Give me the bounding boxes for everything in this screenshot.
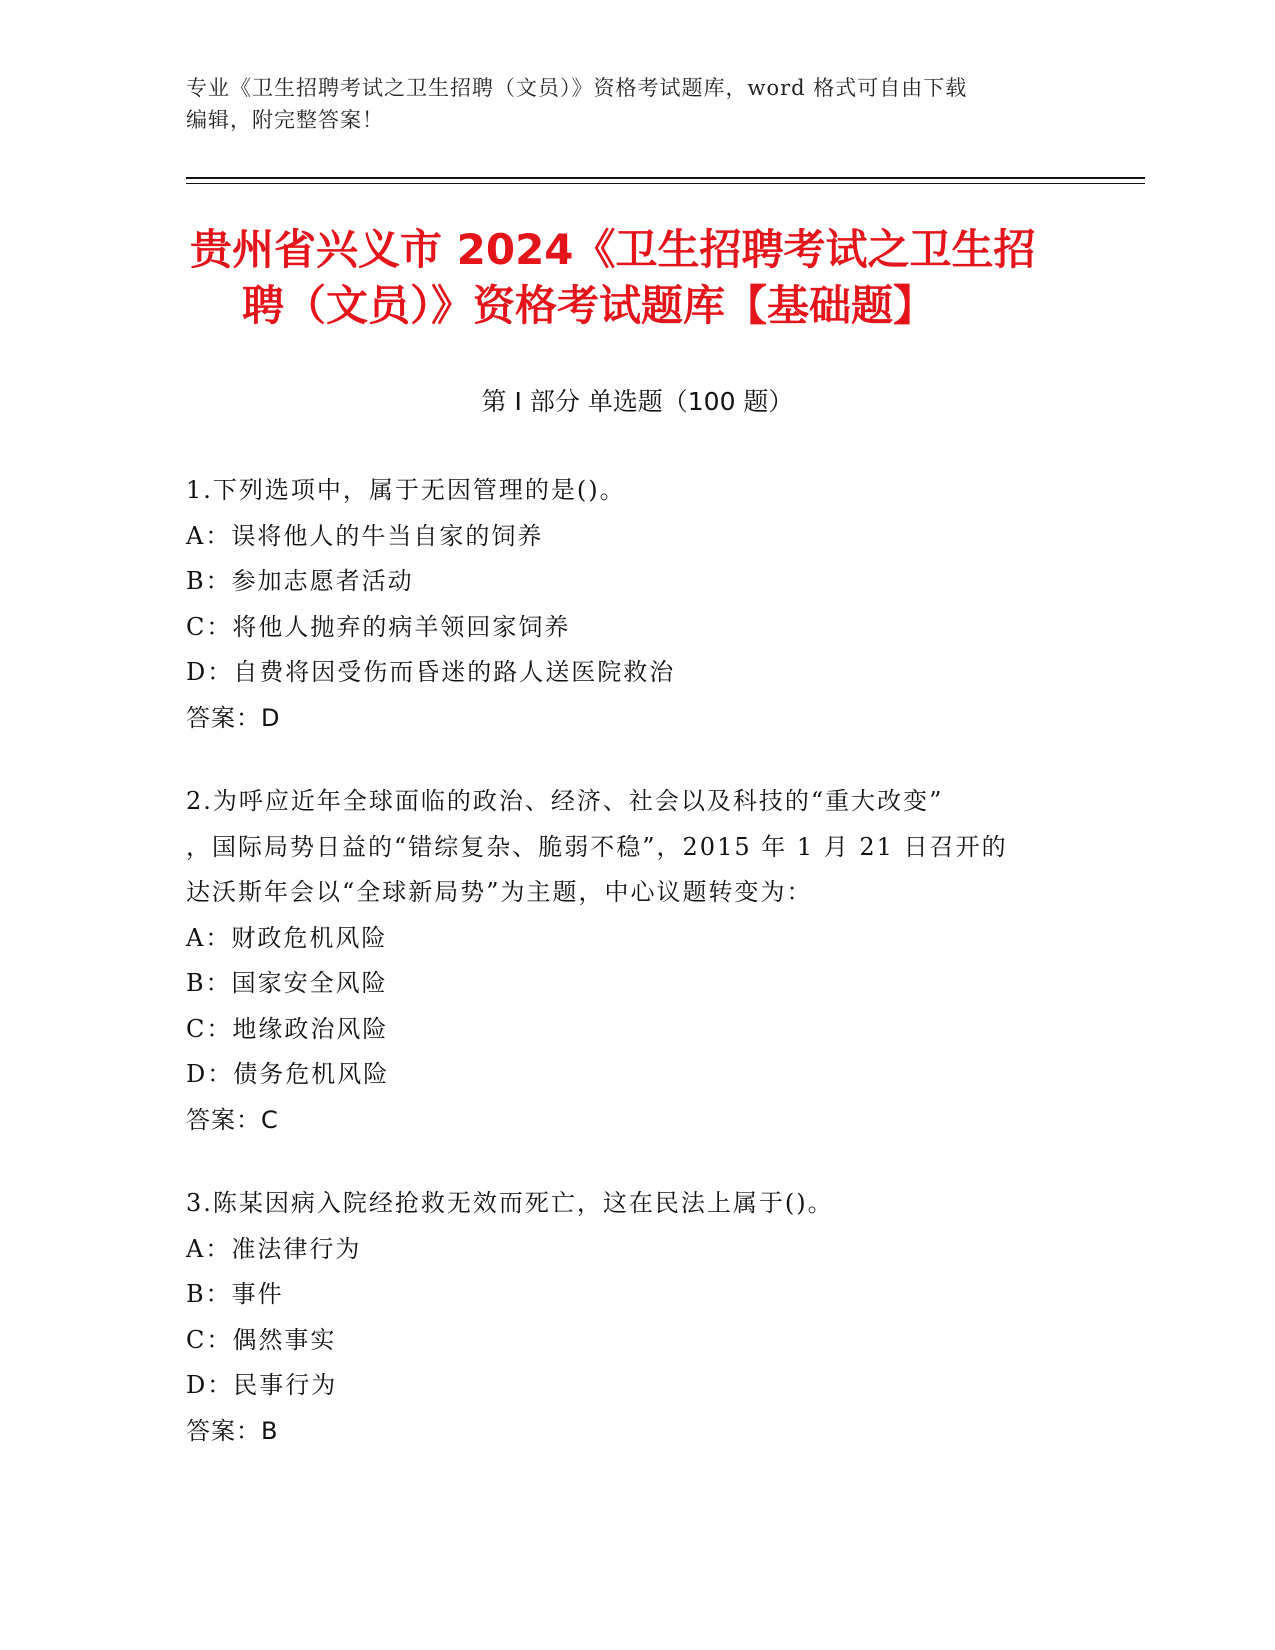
document-title-line-2: 聘（文员）》资格考试题库【基础题】 [242,281,936,330]
question-stem: 1.下列选项中，属于无因管理的是()。 [186,476,626,504]
option-b: B：参加志愿者活动 [186,567,414,595]
option-d: D：债务危机风险 [186,1060,390,1088]
option-a: A：误将他人的牛当自家的饲养 [186,521,544,550]
header-divider-thin [186,183,1145,184]
section-title: 第 I 部分 单选题（100 题） [481,387,794,416]
option-b: B：事件 [186,1280,284,1308]
option-a: A：准法律行为 [186,1234,362,1263]
option-b: B：国家安全风险 [186,969,388,997]
option-c: C：将他人抛弃的病羊领回家饲养 [186,612,571,641]
question-stem: 2.为呼应近年全球面临的政治、经济、社会以及科技的“重大改变” [186,787,944,815]
option-a: A：财政危机风险 [186,923,388,952]
question-stem: ，国际局势日益的“错综复杂、脆弱不稳”，2015 年 1 月 21 日召开的 [186,832,1008,861]
option-d: D：民事行为 [186,1371,338,1399]
header-note-line-1: 专业《卫生招聘考试之卫生招聘（文员）》资格考试题库，word 格式可自由下载 [186,76,968,100]
document-title-line-1: 贵州省兴义市 2024《卫生招聘考试之卫生招 [190,225,1036,274]
document-title [190,222,1090,334]
question-3 [186,1181,1086,1454]
answer: 答案：D [186,703,281,732]
question-stem: 3.陈某因病入院经抢救无效而死亡，这在民法上属于()。 [186,1189,834,1217]
option-c: C：偶然事实 [186,1325,337,1354]
question-2 [186,779,1086,1143]
question-list [186,468,1086,1492]
answer: 答案：B [186,1416,279,1445]
header-note [186,72,1066,136]
option-d: D：自费将因受伤而昏迷的路人送医院救治 [186,658,676,686]
question-stem: 达沃斯年会以“全球新局势”为主题，中心议题转变为： [186,878,813,906]
header-divider-thick [186,177,1145,179]
question-1 [186,468,1086,741]
answer: 答案：C [186,1105,279,1134]
option-c: C：地缘政治风险 [186,1014,389,1043]
header-note-line-2: 编辑，附完整答案！ [186,108,384,132]
